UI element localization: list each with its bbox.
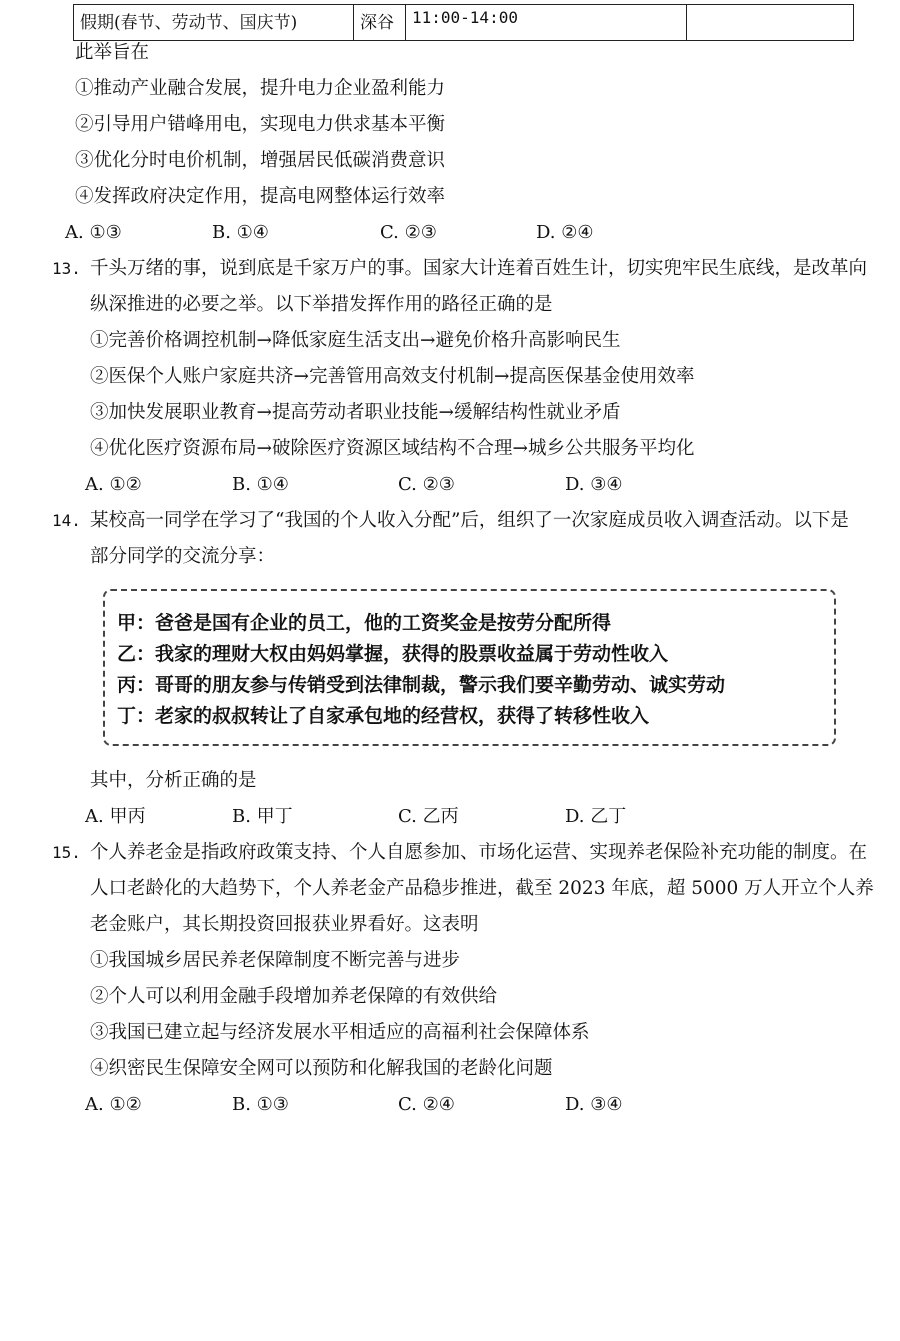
- q13-option-a[interactable]: A. ①②: [85, 474, 142, 495]
- q15-options: [0, 1092, 900, 1118]
- q15-option-b[interactable]: B. ①③: [232, 1094, 289, 1115]
- q12-option-a[interactable]: A. ①③: [65, 222, 122, 243]
- q14-after-box: 其中，分析正确的是: [90, 770, 257, 791]
- q15-item-4: ④织密民生保障安全网可以预防和化解我国的老龄化问题: [90, 1058, 553, 1079]
- q12-option-b[interactable]: B. ①④: [212, 222, 269, 243]
- q12-stem-tail: 此举旨在: [75, 42, 150, 63]
- table-cell-time: 11:00-14:00: [406, 5, 687, 40]
- q15-stem-line3: 老金账户，其长期投资回报获业界看好。这表明: [90, 914, 479, 935]
- q14-number: [52, 508, 81, 534]
- q14-number-text: 14.: [52, 511, 81, 530]
- q13-option-c[interactable]: C. ②③: [398, 474, 455, 495]
- q15-item-3: ③我国已建立起与经济发展水平相适应的高福利社会保障体系: [90, 1022, 590, 1043]
- q13-item-4: ④优化医疗资源布局→破除医疗资源区域结构不合理→城乡公共服务平均化: [90, 438, 695, 459]
- q15-option-d[interactable]: D. ③④: [565, 1094, 623, 1115]
- q15-number: [52, 840, 81, 866]
- box-line-yi: 乙：我家的理财大权由妈妈掌握，获得的股票收益属于劳动性收入: [117, 643, 669, 665]
- q14-option-d[interactable]: D. 乙丁: [565, 806, 627, 827]
- schedule-table-row: [73, 4, 854, 41]
- q12-option-d[interactable]: D. ②④: [536, 222, 594, 243]
- q12-item-3: ③优化分时电价机制，增强居民低碳消费意识: [75, 150, 446, 171]
- q12-item-1: ①推动产业融合发展，提升电力企业盈利能力: [75, 78, 446, 99]
- q15-stem-line1: 个人养老金是指政府政策支持、个人自愿参加、市场化运营、实现养老保险补充功能的制度。在: [90, 842, 868, 863]
- q14-stem-line1: 某校高一同学在学习了“我国的个人收入分配”后，组织了一次家庭成员收入调查活动。以下是: [90, 510, 849, 531]
- table-cell-extra: [687, 5, 853, 40]
- q14-option-a[interactable]: A. 甲丙: [85, 806, 146, 827]
- q15-option-a[interactable]: A. ①②: [85, 1094, 142, 1115]
- q13-item-3: ③加快发展职业教育→提高劳动者职业技能→缓解结构性就业矛盾: [90, 402, 621, 423]
- q13-item-2: ②医保个人账户家庭共济→完善管用高效支付机制→提高医保基金使用效率: [90, 366, 695, 387]
- q15-item-1: ①我国城乡居民养老保障制度不断完善与进步: [90, 950, 461, 971]
- q13-option-b[interactable]: B. ①④: [232, 474, 289, 495]
- q13-item-1: ①完善价格调控机制→降低家庭生活支出→避免价格升高影响民生: [90, 330, 621, 351]
- q13-stem-line1: 千头万绪的事，说到底是千家万户的事。国家大计连着百姓生计，切实兜牢民生底线，是改革向: [90, 258, 868, 279]
- q13-stem-line2: 纵深推进的必要之举。以下举措发挥作用的路径正确的是: [90, 294, 553, 315]
- q12-item-4: ④发挥政府决定作用，提高电网整体运行效率: [75, 186, 446, 207]
- q13-option-d[interactable]: D. ③④: [565, 474, 623, 495]
- q15-item-2: ②个人可以利用金融手段增加养老保障的有效供给: [90, 986, 498, 1007]
- q15-option-c[interactable]: C. ②④: [398, 1094, 455, 1115]
- q14-stem-line2: 部分同学的交流分享：: [90, 546, 276, 567]
- table-cell-period: 假期(春节、劳动节、国庆节): [74, 5, 354, 40]
- q13-options: [0, 472, 900, 498]
- q14-option-c[interactable]: C. 乙丙: [398, 806, 459, 827]
- q14-option-b[interactable]: B. 甲丁: [232, 806, 293, 827]
- q13-number-text: 13.: [52, 259, 81, 278]
- q12-item-2: ②引导用户错峰用电，实现电力供求基本平衡: [75, 114, 446, 135]
- table-cell-type: 深谷: [354, 5, 406, 40]
- box-line-jia: 甲：爸爸是国有企业的员工，他的工资奖金是按劳分配所得: [117, 612, 612, 634]
- q15-number-text: 15.: [52, 843, 81, 862]
- box-line-ding: 丁：老家的叔叔转让了自家承包地的经营权，获得了转移性收入: [117, 705, 650, 727]
- box-line-bing: 丙：哥哥的朋友参与传销受到法律制裁，警示我们要辛勤劳动、诚实劳动: [117, 674, 726, 696]
- q13-number: [52, 256, 81, 282]
- q15-stem-line2: 人口老龄化的大趋势下，个人养老金产品稳步推进，截至 2023 年底，超 5000 万人开立个人养: [90, 878, 874, 899]
- q12-options: [0, 220, 900, 246]
- q12-option-c[interactable]: C. ②③: [380, 222, 437, 243]
- q14-options: [0, 804, 900, 830]
